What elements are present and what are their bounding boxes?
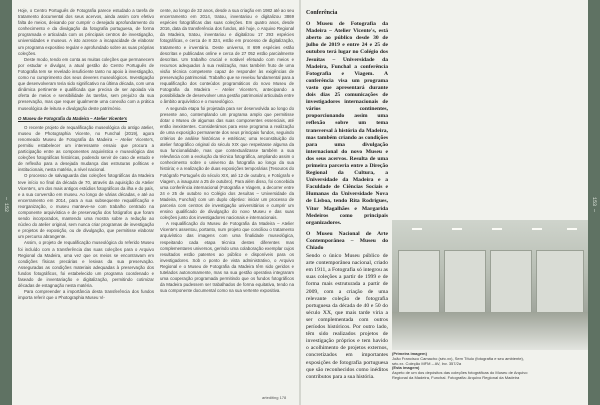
paragraph: Deste modo, tendo em conta as muitas coleções que permanecem por estudar e divulgar, a atual gestão do Centro Português de Fotografia tem se revelado insuficiente tanto no apoio à investigação, como no cumprimento dos seus deveres museológicos. Investigação que desenvolveram teria sido significativo na última década, com uma dinâmica pertinente e qualificada que precisa de ser apoiada via oferta de meios e sensibilidade às tarefas, sem prejuízo da sua preservação, mas que requer igualmente uma conexão com a prática museológica de leitura e divulgação deste património. bbox=[18, 56, 154, 111]
paragraph: Sendo o único Museu público de arte contemporânea nacional, criado em 1911, a Fotografia só integrou as suas coleções a partir de 1999 e de forma mais estruturada a partir de 2009, com a criação de uma relevante coleção de fotografia portuguesa da década de 40 e 50 do século XX, que mais tarde viria a ser complementada com outros períodos históricos. Por outro lado, têm sido realizados projetos de investigação próprios e tem havido o acolhimento de projetos externos, concretizados em importantes exposições de fotografia portuguesa que são reconhecidos como inéditos contributos para a sua história. bbox=[306, 253, 388, 380]
caption-line: João Francisco Camacho (séc.xx), Sem Título (fotografia e seu ambiente), bbox=[392, 355, 524, 361]
page-footer: artediting 178 bbox=[262, 395, 287, 400]
paragraph: A segunda etapa foi projetada para ser desenvolvida ao longo do presente ano, contemplando um programa amplo que permitisse dotar o Museu de algumas das suas componentes essenciais, até então inexistentes. Considerámos para esse programa a realização de uma exposição permanente dos seus principais fundos, seguindo critérios de análise históricas e estéticas; uma reconstituição do atelier fotográfico original do século XIX que respeitasse alguma da sua funcionalidade, mas que contextualizasse também a sua relevância com a evolução da técnica fotográfica, ampliando assim o conhecimento sobre o universo da fotografia ao longo da sua história; e a realização de duas exposições temporárias (Tesouros do Fotógrafo Português do século XIX, até 12 de outubro, e Fotógrafo e Viagem, a inaugurar a 25 de outubro). Para além disso, foi concebida uma conferência internacional (Fotografia e Viagem, a decorrer entre 24 e 25 de outubro no Colégio dos Jesuítas – Universidade da Madeira, Funchal) com um duplo objetivo: iniciar um processo de parceria com centros de investigação universitários e cumprir um ensino qualificado de divulgação do novo Museu e das suas coleções junto dos investigadores nacionais e internacionais. bbox=[160, 105, 294, 221]
archive-photo bbox=[392, 220, 588, 350]
text-column-1 bbox=[18, 8, 154, 301]
left-page-number: — 152 bbox=[3, 197, 9, 213]
caption-line: Aspeto de um dos depósitos das coleções fotográficas do Museu de Arquivo bbox=[392, 370, 528, 376]
paragraph: O processo de salvaguarda das coleções fotográficas da Madeira teve início no final da década de 70, através da aquisição do Atelier Vicente's, um dos mais antigos estúdios fotográficos da ilha e do país, e a sua conversão em museu. Ao longo de várias décadas, e até ao encerramento em 2014, para a sua subsequente requalificação e reorganização, o museu manteve-se com trabalho centrado na componente arquivística e de preservação dos fotógrafos que foram sendo incorporados, mantendo uma mostra sobre a redução ao núcleo do atelier original, sem nunca criar programas de investigação e projetos de exposição, ou de divulgação, que permitisse elaborar um percurso abrangente. bbox=[18, 173, 154, 240]
caption-line: Regional da Madeira, Funchal. Fotografia: Arquivo Regional da Madeira bbox=[392, 374, 520, 380]
paragraph: A requalificação do Museu de Fotografia da Madeira – Atelier Vicente's assentou, portanto, num projeto que conciliou o tratamento arquivístico das imagens com uma finalidade museológica, respeitando cada etapa técnica destes diferentes mas complementares universos, gerindo uma colaboração exemplar cujos resultados estão patentes ao público e disponíveis para os investigadores. Sob o ponto de vista administrativo, o Arquivo Regional e o Museu de Fotografia da Madeira têm sido geridos e tutelados autonomamente, mas na sua gestão operativa integraram uma cooperação programada permitindo que os fundos fotográficos da Madeira pudessem ser trabalhados de forma equitativa, tendo na sua componente documental como na sua vertente expositiva. bbox=[160, 221, 294, 294]
heading-conference: Conferência bbox=[306, 10, 338, 16]
right-page-number: 153 — bbox=[591, 197, 597, 213]
paragraph: O recente projeto de requalificação museológica do antigo atelier, museu de Photographia Vicente, no Funchal (2019), agora renomeado Museu de Fotografia da Madeira – Atelier Vicente's, permitiu estabelecer um interessante ensaio que procura a participação entre as componentes arquivística e museológica das coleções fotográficas históricas, podendo servir de caso de estudo e de reflexão para a desejada mudança das estruturas políticas e institucionais, nesta matéria, a nível nacional. bbox=[18, 124, 154, 173]
page-gutter bbox=[299, 0, 301, 405]
text-column-3 bbox=[306, 10, 388, 381]
paragraph: Hoje, o Centro Português de Fotografia parece estudado a tarefa de tratamento documental dos seus acervos, ainda assim com efetivo falta de meios, deixando por cumprir o desejado aprofundamento do conhecimento e da divulgação da fotografia portuguesa, de forma programada e articulada com os principais centros de investigação, universidades e museus. A isto acresce a incapacidade de elaborar um programa expositivo regular e aprofundado sobre as suas próprias coleções. bbox=[18, 8, 154, 56]
paragraph: cente, ao longo de 32 anos, desde a sua criação em 1982 até ao seu encerramento em 2014, tratou, inventariou e digitalizou 3869 espécies fotográficas das suas coleções. Em quatro anos, desde 2016, data da transferência dos fundos, até hoje, o Arquivo Regional da Madeira, tratou, inventariou e digitalizou 17 293 espécies fotográficas, e cerca de 8 324, estão em processo de digitalização, tratamento e inventário. Deste universo, 8 699 espécies estão descritas e publicadas online e cerca de 27 052 estão parcialmente descritas. Um trabalho crucial e notável efetuado com meios e recursos adequados à sua realização, mas também fruto de uma visão técnica competente capaz de responder às exigências de preservação patrimonial. Trabalho que se revelou fundamental para a requalificação dos conteúdos programáticos do novo Museu de Fotografia da Madeira – Atelier Vicente's, antecipando a possibilidade de desenvolver uma gestão patrimonial articulada entre o âmbito arquivístico e o museológico. bbox=[160, 8, 295, 105]
photo-caption bbox=[392, 352, 588, 381]
text-column-2 bbox=[160, 8, 294, 294]
paragraph: Assim, o projeto de requalificação museológica do referido Museu foi incluído com a transferência das suas coleções para o Arquivo Regional da Madeira, uma vez que os meios se encontravam em condições físicas precárias e lesivas da sua preservação. Asseguradas as condições materiais adequadas à preservação dos fundos fotográficos, foi estabelecido um programa coordenado e faseado de inventariação e digitalização, permitindo cotimizar décadas de estagnação nesta matéria. bbox=[18, 240, 154, 289]
paragraph: O Museu de Fotografia da Madeira – Atelier Vicente's, está aberto ao público desde 30 de julho de 2019 e entre 24 e 25 de outubro terá lugar no Colégio dos Jesuítas – Universidade da Madeira, Funchal a conferência Fotografia e Viagem. A conferência visa um programa vasto que apresentará durante dois dias 25 comunicações de investigadores internacionais de vários continentes, proporcionando assim uma reflexão sobre um tema transversal à história da Madeira, mas também criando as condições para uma divulgação internacional do novo Museu e dos seus acervos. Resulta de uma primeira parceria entre a Direção Regional da Cultura, a Universidade da Madeira e a Faculdade de Ciências Sociais e Humanas da Universidade Nova de Lisboa, tendo Rita Rodrigues, Vítor Magalhães e Margarida Medeiros como principais organizadores. bbox=[306, 21, 388, 226]
paragraph: Para compreender a importância desta transferência dos fundos importa referir que o Photographia Museu Vi- bbox=[18, 289, 154, 301]
section-title: O Museu de Fotografia da Madeira – Atelier Vicente's bbox=[18, 115, 128, 121]
caption-head: (Esta imagem) bbox=[392, 365, 420, 371]
caption-line: séc.xx. Coleção MFM – AV, Inv. 357/2a bbox=[392, 360, 462, 366]
caption-head: (Primeira imagem) bbox=[392, 351, 427, 356]
heading-museum: O Museu Nacional de Arte Contemporânea – Museu do Chiado bbox=[306, 230, 388, 251]
